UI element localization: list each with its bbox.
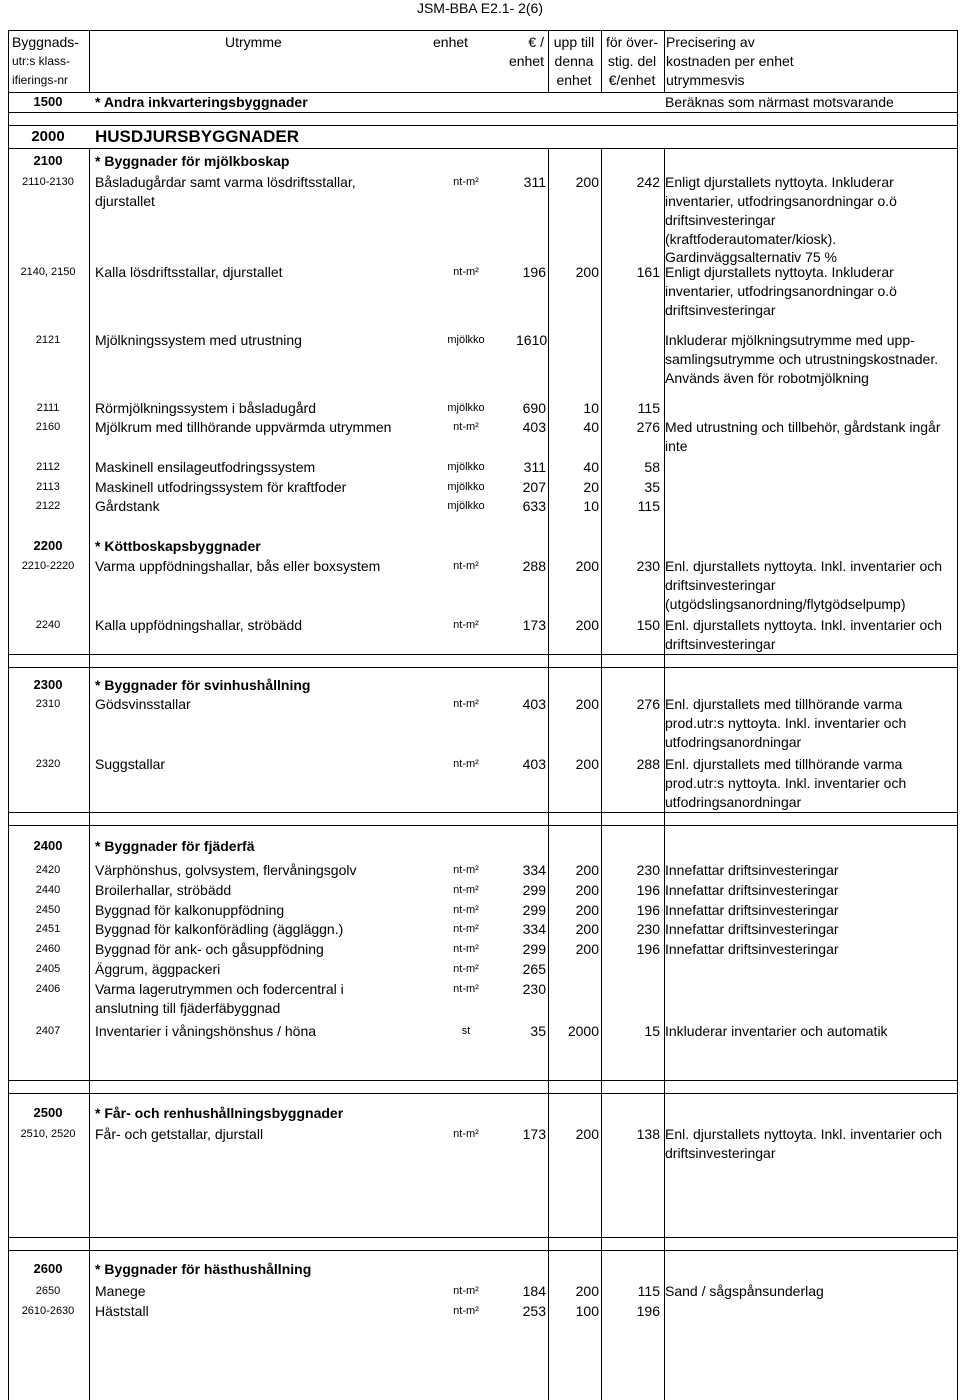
row-name: djurstallet [95, 193, 155, 209]
row-exceed: 115 [637, 1283, 660, 1299]
page-title: JSM-BBA E2.1- 2(6) [416, 0, 544, 16]
row-code: 2210-2220 [21, 560, 75, 572]
table-row [8, 694, 958, 714]
row-exceed: 138 [636, 1126, 660, 1142]
table-row [8, 919, 958, 939]
row-unit: nt-m² [453, 421, 479, 433]
row-unit: nt-m² [453, 963, 479, 975]
section-rule [8, 112, 958, 113]
row-upto: 200 [575, 174, 599, 190]
table-row-cont [8, 713, 958, 733]
row-name: Maskinell ensilageutfodringssystem [95, 459, 316, 475]
row-note: Enligt djurstallets nyttoyta. Inkluderar [665, 174, 894, 190]
row-code: 2240 [35, 619, 61, 631]
row-unit: nt-m² [453, 176, 479, 188]
row-code: 2111 [36, 402, 60, 414]
row-name: Kalla lösdriftsstallar, djurstallet [95, 264, 283, 280]
group-rule [8, 654, 958, 655]
row-note: driftsinvesteringar [665, 302, 776, 318]
row-note: (utgödslingsanordning/flytgödselpump) [665, 596, 906, 612]
table-row-cont [8, 594, 958, 614]
row-code: 1500 [33, 94, 63, 109]
row-name: Äggrum, äggpackeri [95, 961, 221, 977]
row-note: Inkluderar mjölkningsutrymme med upp- [665, 332, 915, 348]
row-name: Häststall [95, 1303, 149, 1319]
row-note: Enl. djurstallets nyttoyta. Inkl. inventarier och [665, 1126, 943, 1142]
table-row [8, 1281, 958, 1301]
row-unit: nt-m² [453, 698, 479, 710]
row-upto: 200 [575, 1283, 599, 1299]
row-note: Med utrustning och tillbehör, gårdstank ingår [665, 419, 941, 435]
row-name: Maskinell utfodringssystem för kraftfoder [95, 479, 347, 495]
row-unit: nt-m² [453, 1128, 479, 1140]
row-note: Innefattar driftsinvesteringar [665, 921, 839, 937]
table-row-cont [8, 191, 958, 211]
row-upto: 200 [575, 902, 599, 918]
row-unit: mjölkko [447, 402, 485, 414]
row-upto: 10 [583, 400, 599, 416]
row-code: 2122 [35, 500, 61, 512]
row-note: Används även för robotmjölkning [665, 370, 869, 386]
row-name: Gårdstank [95, 498, 160, 514]
row-price: 633 [522, 498, 546, 514]
row-code: 2300 [33, 677, 63, 692]
row-note: driftsinvesteringar [665, 212, 776, 228]
row-name: Inventarier i våningshönshus / höna [95, 1023, 317, 1039]
row-exceed: 115 [637, 400, 660, 416]
row-exceed: 288 [636, 756, 660, 772]
row-code: 2407 [35, 1025, 61, 1037]
row-name: * Byggnader för fjäderfä [95, 838, 255, 854]
row-exceed: 58 [644, 459, 660, 475]
row-note: utfodringsanordningar [665, 734, 802, 750]
row-price: 334 [522, 921, 546, 937]
row-price: 299 [522, 882, 546, 898]
row-exceed: 196 [636, 1303, 660, 1319]
row-upto: 200 [575, 941, 599, 957]
header-space-col: Utrymme [225, 34, 282, 50]
row-upto: 200 [575, 1126, 599, 1142]
header-exceed-col: för över- stig. del €/enhet [605, 34, 659, 88]
row-price: 299 [522, 902, 546, 918]
row-upto: 20 [583, 479, 599, 495]
header-divider [89, 30, 90, 92]
row-name: Båsladugårdar samt varma lösdriftsstallar, [95, 174, 356, 190]
row-name: anslutning till fjäderfäbyggnad [95, 1000, 281, 1016]
header-eur-col: € / enhet [508, 34, 544, 69]
row-unit: nt-m² [453, 864, 479, 876]
header-divider [548, 30, 549, 92]
row-name: HUSDJURSBYGGNADER [95, 127, 300, 146]
row-code: 2600 [33, 1261, 63, 1276]
row-exceed: 276 [636, 696, 660, 712]
row-exceed: 242 [636, 174, 660, 190]
table-row-cont [8, 210, 958, 230]
row-unit: nt-m² [453, 266, 479, 278]
table-row [8, 536, 958, 556]
row-unit: nt-m² [453, 983, 479, 995]
row-code: 2510, 2520 [20, 1128, 76, 1140]
row-price: 35 [530, 1023, 546, 1039]
row-unit: nt-m² [453, 619, 479, 631]
row-code: 2420 [35, 864, 61, 876]
table-row-cont [8, 773, 958, 793]
row-price: 207 [522, 479, 546, 495]
row-exceed: 161 [636, 264, 660, 280]
row-note: Beräknas som närmast motsvarande [665, 94, 894, 110]
row-code: 2100 [33, 153, 63, 168]
row-price: 403 [522, 756, 546, 772]
row-code: 2610-2630 [21, 1305, 75, 1317]
row-exceed: 196 [636, 902, 660, 918]
table-row [8, 457, 958, 477]
table-row [8, 92, 958, 112]
table-row [8, 1103, 958, 1123]
row-exceed: 150 [636, 617, 660, 633]
row-upto: 100 [575, 1303, 599, 1319]
table-row [8, 675, 958, 695]
row-note: Enl. djurstallets nyttoyta. Inkl. inventarier och [665, 558, 943, 574]
row-upto: 40 [583, 459, 599, 475]
row-code: 2451 [35, 923, 61, 935]
row-name: * Byggnader för svinhushållning [95, 677, 311, 693]
row-upto: 200 [575, 696, 599, 712]
row-code: 2113 [36, 481, 60, 493]
row-note: samlingsutrymme och utrustningskostnader. [665, 351, 939, 367]
row-price: 311 [523, 459, 546, 475]
row-price: 334 [522, 862, 546, 878]
table-row [8, 880, 958, 900]
row-price: 311 [523, 174, 546, 190]
table-row [8, 417, 958, 437]
row-exceed: 15 [644, 1023, 660, 1039]
row-upto: 40 [583, 419, 599, 435]
header-upto-col: upp till denna enhet [553, 34, 595, 88]
row-unit: nt-m² [453, 758, 479, 770]
group-rule [8, 825, 958, 826]
row-upto: 2000 [567, 1023, 599, 1039]
group-rule [8, 812, 958, 813]
section-rule [8, 148, 958, 149]
table-row-cont [8, 368, 958, 388]
row-note: inventarier, utfodringsanordningar o.ö [665, 193, 897, 209]
row-note: Innefattar driftsinvesteringar [665, 882, 839, 898]
table-row [8, 979, 958, 999]
row-upto: 200 [575, 756, 599, 772]
row-note: prod.utr:s nyttoyta. Inkl. inventarier och [665, 715, 907, 731]
row-note: utfodringsanordningar [665, 794, 802, 810]
row-exceed: 230 [636, 921, 660, 937]
row-code: 2400 [33, 838, 63, 853]
header-spec-col: Precisering av kostnaden per enhet utrymmesvis [666, 34, 794, 88]
row-code: 2121 [35, 334, 61, 346]
row-code: 2110-2130 [22, 176, 74, 188]
row-unit: nt-m² [453, 904, 479, 916]
row-unit: nt-m² [453, 560, 479, 572]
table-row [8, 1124, 958, 1144]
row-note: driftsinvesteringar [665, 1145, 776, 1161]
row-code: 2500 [33, 1105, 63, 1120]
table-row [8, 836, 958, 856]
row-exceed: 276 [636, 419, 660, 435]
row-exceed: 230 [636, 558, 660, 574]
row-upto: 200 [575, 558, 599, 574]
row-upto: 200 [575, 617, 599, 633]
row-code: 2140, 2150 [20, 266, 76, 278]
row-name: * Får- och renhushållningsbyggnader [95, 1105, 344, 1121]
row-code: 2406 [35, 983, 61, 995]
row-unit: nt-m² [453, 1285, 479, 1297]
row-note: inte [665, 438, 688, 454]
row-note: (kraftfoderautomater/kiosk). [665, 231, 837, 247]
table-row [8, 1259, 958, 1279]
group-rule [8, 1237, 958, 1238]
row-name: * Byggnader för hästhushållning [95, 1261, 312, 1277]
group-rule [8, 1080, 958, 1081]
row-code: 2450 [35, 904, 61, 916]
group-rule [8, 1093, 958, 1094]
row-name: Varma uppfödningshallar, bås eller boxsystem [95, 558, 381, 574]
row-name: * Köttboskapsbyggnader [95, 538, 261, 554]
table-row [8, 754, 958, 774]
table-row [8, 151, 958, 171]
row-name: Byggnad för kalkonuppfödning [95, 902, 285, 918]
row-name: Varma lagerutrymmen och fodercentral i [95, 981, 344, 997]
row-upto: 200 [575, 882, 599, 898]
table-row-cont [8, 792, 958, 812]
table-row-cont [8, 998, 958, 1018]
row-name: Mjölkrum med tillhörande uppvärmda utrymmen [95, 419, 392, 435]
table-row-cont [8, 1143, 958, 1163]
row-note: Enl. djurstallets nyttoyta. Inkl. inventarier och [665, 617, 943, 633]
row-price: 288 [522, 558, 546, 574]
row-note: Gardinväggsalternativ 75 % [665, 249, 837, 265]
row-name: Värphönshus, golvsystem, flervåningsgolv [95, 862, 357, 878]
row-name: * Byggnader för mjölkboskap [95, 153, 290, 169]
row-unit: nt-m² [453, 923, 479, 935]
row-code: 2460 [35, 943, 61, 955]
table-row-cont [8, 575, 958, 595]
row-name: Manege [95, 1283, 146, 1299]
row-name: Byggnad för ank- och gåsuppfödning [95, 941, 324, 957]
row-unit: mjölkko [447, 500, 485, 512]
row-code: 2112 [36, 461, 60, 473]
row-price: 299 [522, 941, 546, 957]
row-exceed: 35 [644, 479, 660, 495]
row-exceed: 196 [636, 882, 660, 898]
row-unit: mjölkko [447, 334, 485, 346]
row-unit: mjölkko [447, 481, 485, 493]
row-price: 173 [522, 617, 546, 633]
table-row [8, 900, 958, 920]
row-name: Rörmjölkningssystem i båsladugård [95, 400, 316, 416]
table-row [8, 939, 958, 959]
row-price: 690 [522, 400, 546, 416]
header-divider [664, 30, 665, 92]
table-row-cont [8, 229, 958, 249]
row-price: 253 [522, 1303, 546, 1319]
header-class-col: Byggnads- utr:s klass- ifierings-nr [12, 34, 79, 87]
table-row-cont [8, 281, 958, 301]
table-row-cont [8, 732, 958, 752]
group-rule [8, 1250, 958, 1251]
table-row [8, 398, 958, 418]
row-price: 403 [522, 696, 546, 712]
row-price: 173 [522, 1126, 546, 1142]
row-name: Mjölkningssystem med utrustning [95, 332, 302, 348]
table-row [8, 172, 958, 192]
table-row-cont [8, 634, 958, 654]
row-note: driftsinvesteringar [665, 636, 776, 652]
row-price: 184 [522, 1283, 546, 1299]
row-note: Enligt djurstallets nyttoyta. Inkluderar [665, 264, 894, 280]
row-code: 2200 [33, 538, 63, 553]
row-code: 2160 [35, 421, 61, 433]
table-row [8, 330, 958, 350]
row-code: 2440 [35, 884, 61, 896]
table-row [8, 1301, 958, 1321]
row-note: Innefattar driftsinvesteringar [665, 862, 839, 878]
header-divider [601, 30, 602, 92]
row-note: prod.utr:s nyttoyta. Inkl. inventarier och [665, 775, 907, 791]
row-exceed: 196 [636, 941, 660, 957]
row-upto: 200 [575, 264, 599, 280]
row-code: 2000 [31, 128, 65, 145]
row-note: Enl. djurstallets med tillhörande varma [665, 756, 903, 772]
table-row [8, 477, 958, 497]
row-note: Enl. djurstallets med tillhörande varma [665, 696, 903, 712]
row-upto: 10 [583, 498, 599, 514]
row-note: inventarier, utfodringsanordningar o.ö [665, 283, 897, 299]
row-name: * Andra inkvarteringsbyggnader [95, 94, 308, 110]
row-unit: st [461, 1025, 471, 1037]
table-row [8, 496, 958, 516]
row-name: Kalla uppfödningshallar, ströbädd [95, 617, 303, 633]
row-name: Byggnad för kalkonförädling (äggläggn.) [95, 921, 344, 937]
table-row [8, 1021, 958, 1041]
table-row [8, 262, 958, 282]
row-note: Innefattar driftsinvesteringar [665, 902, 839, 918]
row-name: Gödsvinsstallar [95, 696, 191, 712]
table-row [8, 615, 958, 635]
row-note: Inkluderar inventarier och automatik [665, 1023, 888, 1039]
row-exceed: 230 [636, 862, 660, 878]
row-price: 403 [522, 419, 546, 435]
row-code: 2320 [35, 758, 61, 770]
row-price: 230 [522, 981, 546, 997]
row-note: driftsinvesteringar [665, 577, 776, 593]
row-name: Broilerhallar, ströbädd [95, 882, 232, 898]
row-name: Suggstallar [95, 756, 166, 772]
row-unit: nt-m² [453, 1305, 479, 1317]
table-row [8, 959, 958, 979]
row-code: 2310 [35, 698, 61, 710]
row-note: Sand / sågspånsunderlag [665, 1283, 824, 1299]
row-unit: mjölkko [447, 461, 485, 473]
table-row-cont [8, 300, 958, 320]
row-note: Innefattar driftsinvesteringar [665, 941, 839, 957]
row-upto: 200 [575, 862, 599, 878]
table-row [8, 556, 958, 576]
table-row [8, 860, 958, 880]
row-code: 2650 [35, 1285, 61, 1297]
row-name: Får- och getstallar, djurstall [95, 1126, 264, 1142]
row-unit: nt-m² [453, 943, 479, 955]
table-row [8, 127, 958, 147]
row-price: 1610 [516, 332, 548, 348]
row-upto: 200 [575, 921, 599, 937]
group-rule [8, 667, 958, 668]
table-row-cont [8, 436, 958, 456]
row-code: 2405 [35, 963, 61, 975]
row-price: 265 [522, 961, 546, 977]
row-exceed: 115 [637, 498, 660, 514]
header-unit-col: enhet [433, 34, 469, 50]
row-unit: nt-m² [453, 884, 479, 896]
row-price: 196 [522, 264, 546, 280]
table-row-cont [8, 349, 958, 369]
section-rule [8, 125, 958, 126]
